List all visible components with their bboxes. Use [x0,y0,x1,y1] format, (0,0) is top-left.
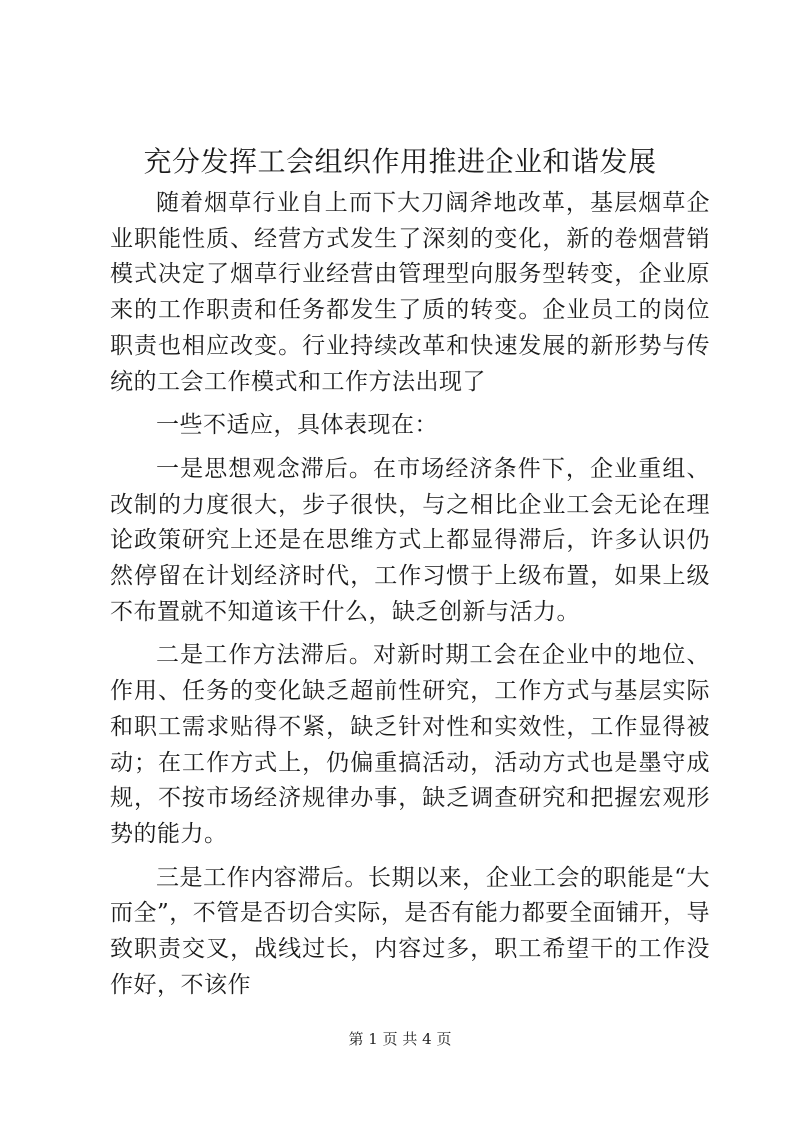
paragraph-point-one: 一是思想观念滞后。在市场经济条件下，企业重组、改制的力度很大，步子很快，与之相比企业工会无论在理论政策研究上还是在思维方式上都显得滞后，许多认识仍然停留在计划经济时代，工作习惯于上级布置，如果上级不布置就不知道该干什么，缺乏创新与活力。 [110,455,710,625]
paragraph-point-three: 三是工作内容滞后。长期以来，企业工会的职能是“大而全”，不管是否切合实际，是否有能力都要全面铺开，导致职责交叉，战线过长，内容过多，职工希望干的工作没作好，不该作 [110,864,710,998]
paragraph-intro: 随着烟草行业自上而下大刀阔斧地改革，基层烟草企业职能性质、经营方式发生了深刻的变化，新的卷烟营销模式决定了烟草行业经营由管理型向服务型转变，企业原来的工作职责和任务都发生了质的转变。企业员工的岗位职责也相应改变。行业持续改革和快速发展的新形势与传统的工会工作模式和工作方法出现了 [110,190,710,395]
document-body [110,186,710,1011]
document-title: 充分发挥工会组织作用推进企业和谐发展 [143,145,657,178]
paragraph-point-two: 二是工作方法滞后。对新时期工会在企业中的地位、作用、任务的变化缺乏超前性研究，工作方式与基层实际和职工需求贴得不紧，缺乏针对性和实效性，工作显得被动；在工作方式上，仍偏重搞活动，活动方式也是墨守成规，不按市场经济规律办事，缺乏调查研究和把握宏观形势的能力。 [110,642,710,847]
paragraph-summary: 一些不适应，具体表现在： [156,412,438,439]
page-number-footer: 第 1 页 共 4 页 [348,1030,452,1048]
